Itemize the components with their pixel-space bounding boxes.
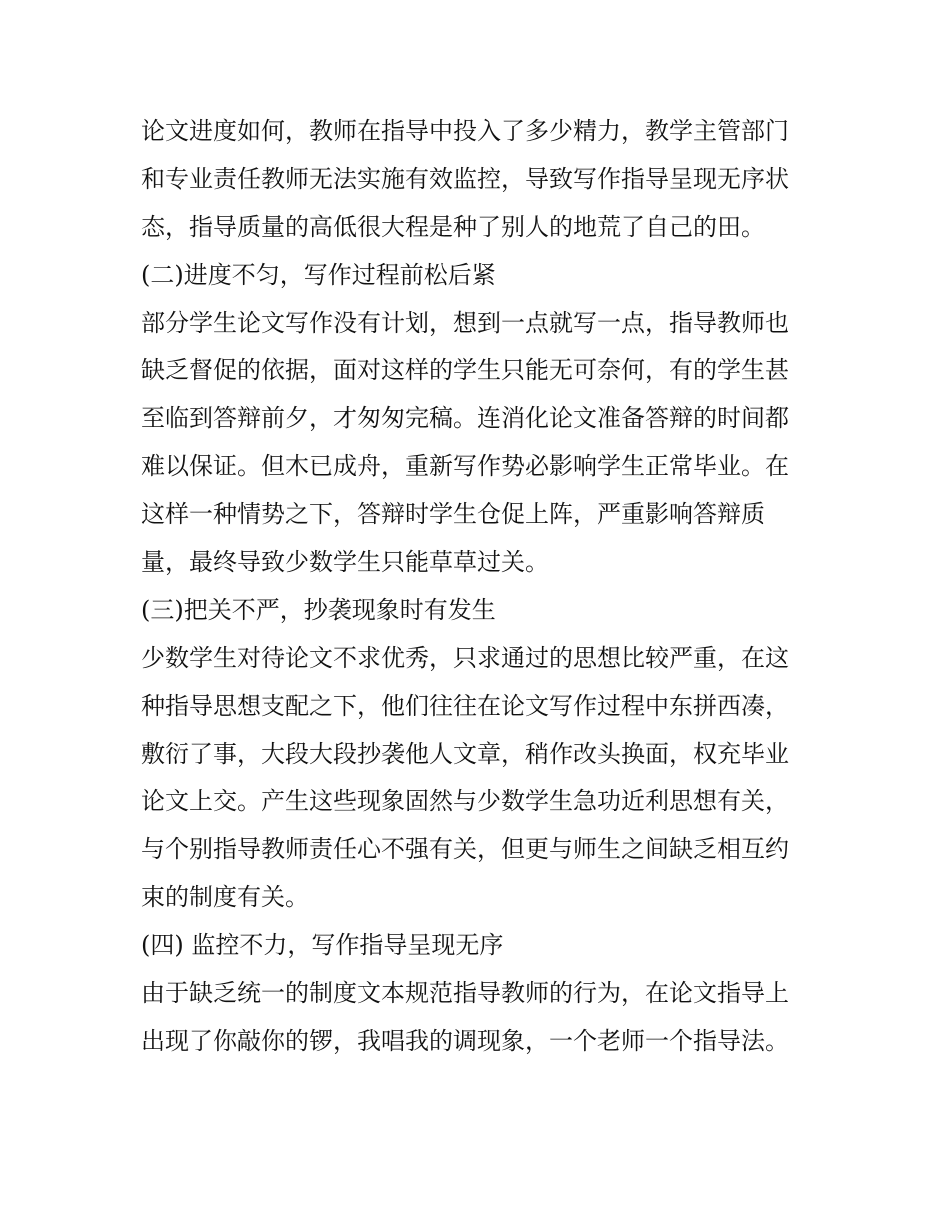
paragraph-line: 和专业责任教师无法实施有效监控，导致写作指导呈现无序状 [141,164,789,193]
paragraph-line: 量，最终导致少数学生只能草草过关。 [141,548,549,577]
paragraph-line: 论文进度如何，教师在指导中投入了多少精力，教学主管部门 [141,117,789,145]
paragraph-line: 这样一种情势之下，答辩时学生仓促上阵，严重影响答辩质 [141,500,765,529]
paragraph-line: 态，指导质量的高低很大程是种了别人的地荒了自己的田。 [141,212,765,241]
paragraph-line: 至临到答辩前夕，才匆匆完稿。连消化论文准备答辩的时间都 [141,404,789,433]
paragraph-line: 部分学生论文写作没有计划，想到一点就写一点，指导教师也 [141,308,789,337]
paragraph-line: 论文上交。产生这些现象固然与少数学生急功近利思想有关， [141,787,789,816]
paragraph-line: 少数学生对待论文不求优秀，只求通过的思想比较严重，在这 [141,643,789,672]
paragraph-line: 由于缺乏统一的制度文本规范指导教师的行为，在论文指导上 [141,979,789,1008]
paragraph-line: 难以保证。但木已成舟，重新写作势必影响学生正常毕业。在 [141,452,789,481]
section-heading: (二)进度不匀，写作过程前松后紧 [141,260,496,289]
section-heading: (四) 监控不力，写作指导呈现无序 [141,931,504,960]
paragraph-line: 出现了你敲你的锣，我唱我的调现象，一个老师一个指导法。 [141,1026,789,1055]
paragraph-line: 与个别指导教师责任心不强有关，但更与师生之间缺乏相互约 [141,835,789,864]
paragraph-line: 种指导思想支配之下，他们往往在论文写作过程中东拼西凑， [141,691,789,720]
section-heading: (三)把关不严，抄袭现象时有发生 [141,595,496,624]
paragraph-line: 敷衍了事，大段大段抄袭他人文章，稍作改头换面，权充毕业 [141,739,789,768]
paragraph-line: 束的制度有关。 [141,883,309,912]
document-body [141,108,821,1066]
paragraph-line: 缺乏督促的依据，面对这样的学生只能无可奈何，有的学生甚 [141,356,789,385]
